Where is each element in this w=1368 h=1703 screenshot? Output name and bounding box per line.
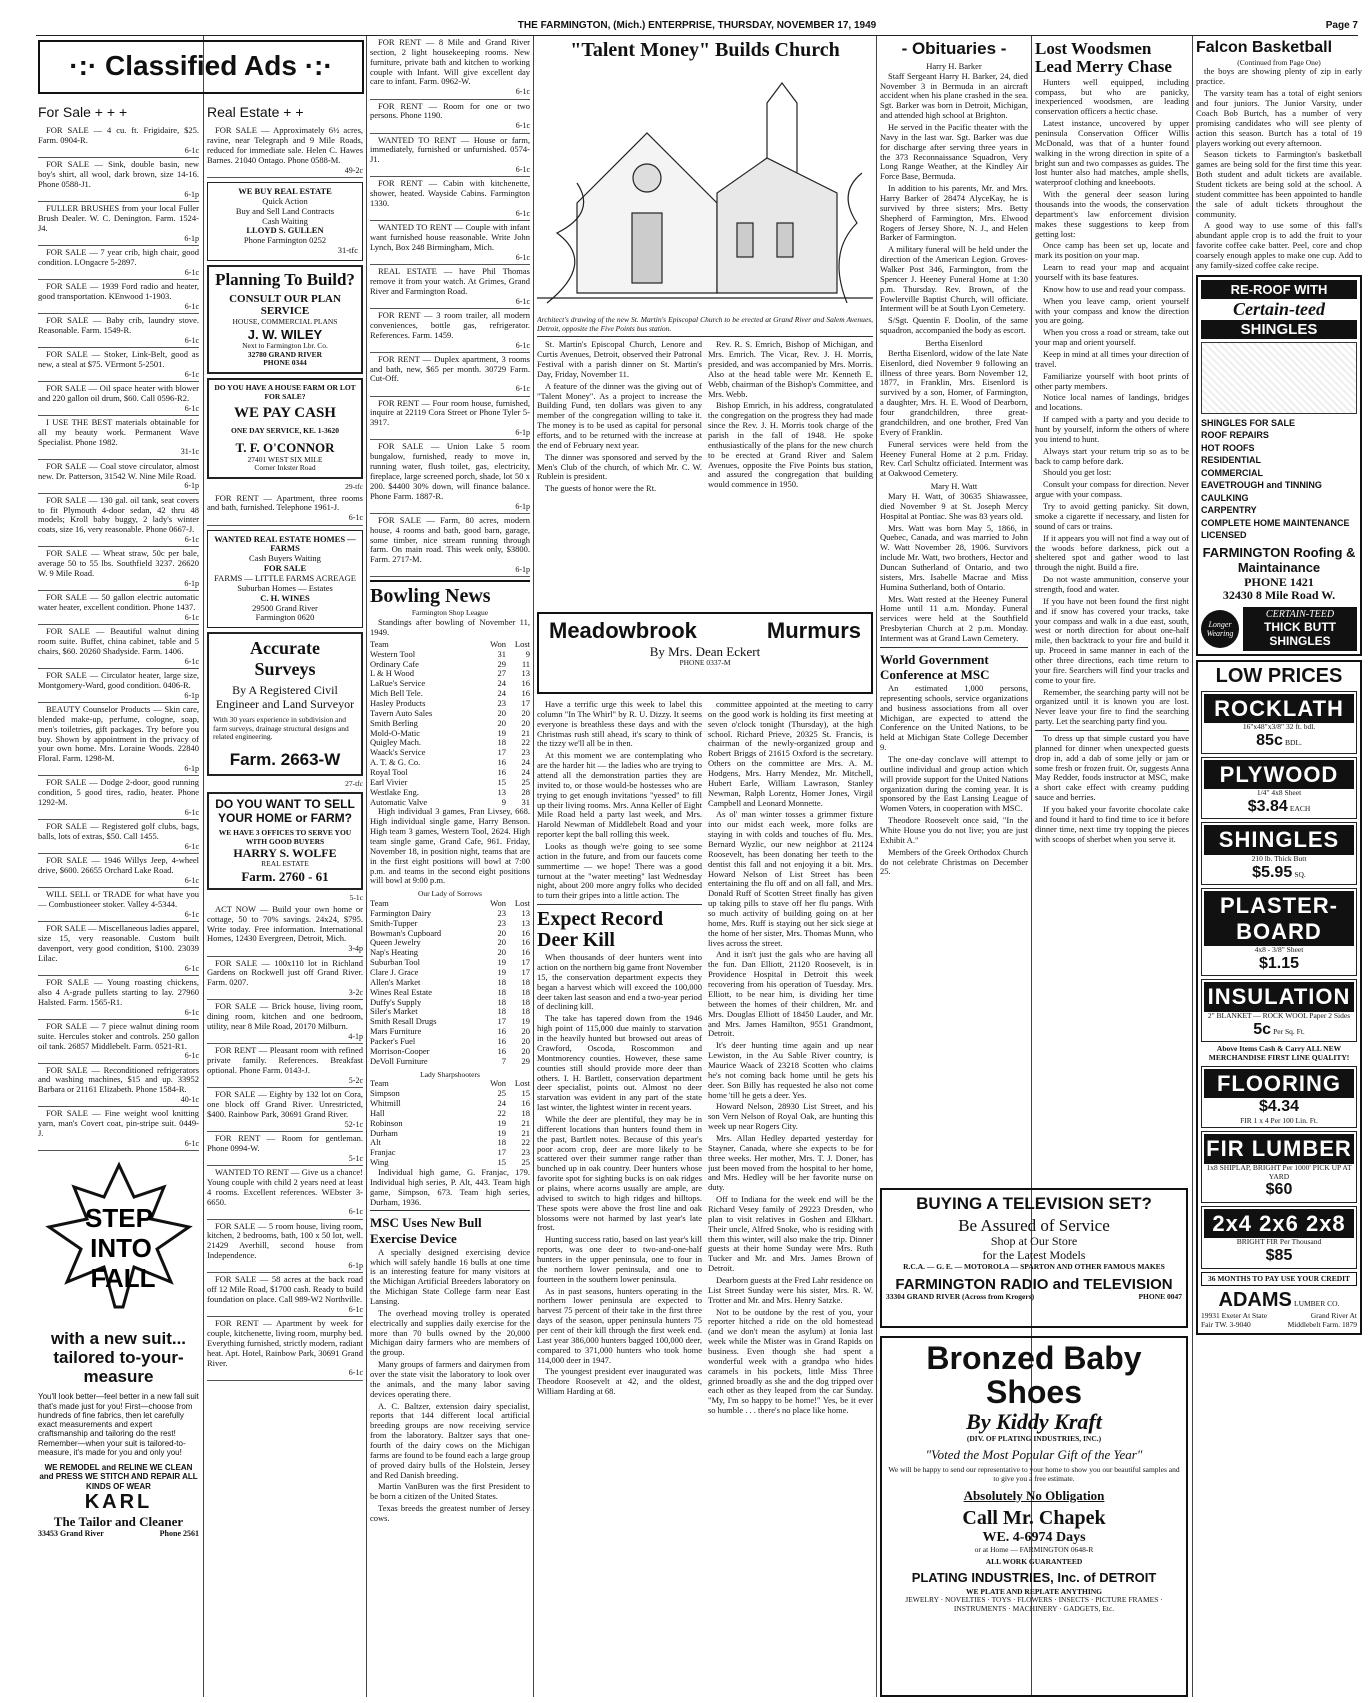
classified-ad: FOR SALE — Union Lake 5 room bungalow, furnished, ready to move in, running water, flush toilet, gas, electricity, fireplace, large screened porch, shade, lot 50 x 200. $4400 30% down, will finance balance. Phone Farm. 1887-R. 6-1p xyxy=(370,440,530,513)
world-gov-paragraph: The one-day conclave will attempt to outline individual and group action which will provide support for the United Nations organization during the coming year. It is sponsored by the East Lansing League of Women Voters, in cooperation with MSC. xyxy=(880,754,1028,814)
woodsmen-title: Lost Woodsmen Lead Merry Chase xyxy=(1035,39,1172,76)
deer-paragraph: When thousands of deer hunters went into action on the northern big game front November 15, the conservation department expects they began a harvest which will exceed the 100,000 deer taken last season and end a two-year period of declining kill. xyxy=(537,952,702,1012)
meadowbrook-paragraph: Not to be outdone by the rest of you, your reporter hitched a ride on the old homestead (and we don't mean the asylum) at Ionia last week while the Mister was in Grand Rapids on business. Even though she had spent a wonderful week with a grandpa who hides caramels in his pockets, little Miss Three grinned broadly as she and the dog tripped over each other as they leaped from the car Sunday. "My, I'm so happy to be home!" Yes, be it ever so humble . . . there's no place like home. xyxy=(708,1306,873,1416)
table-row: Hasley Products 23 17 xyxy=(370,698,530,708)
msc-paragraph: A. C. Baltzer, extension dairy specialist, reports that 144 different local artificial breeding groups are now receiving service from the laboratory. Baltzer says that one-fourth of the dairy cows on the Michigan farms are found to be found each a large group of proved dairy bulls of the Holstein, Jersey and Red Danish breeding. xyxy=(370,1400,530,1480)
classified-ad: FOR SALE — Sink, double basin, new boy's shirt, all wool, dark brown, size 14-16. Phone 0588-J1. 6-1p xyxy=(38,158,199,202)
classified-ad: WANTED TO RENT — Give us a chance! Young couple with child 2 years need at least 4 rooms. Excellent references. WEbster 3-6650. 6-1c xyxy=(207,1166,363,1220)
woodsmen-paragraph: If camped with a party and you decide to hunt by yourself, inform the others of where you intend to hunt. xyxy=(1035,414,1189,444)
classified-ad: FOR SALE — Fine weight wool knitting yarn, man's Covert coat, pin-stripe suit. 0449-J. 6-1c xyxy=(38,1107,199,1151)
woodsmen-paragraph: Learn to read your map and acquaint yourself with its base features. xyxy=(1035,262,1189,283)
step-text: STEP xyxy=(84,1203,153,1234)
meadowbrook-paragraph: Off to Indiana for the week end will be the Richard Vesey family of 29223 Dresden, who plan to visit relatives in Goshen and Elkhart. Their uncle, Alfred Snoke, who is residing with them this winter, will also make the trip. Dinner guests at their home Sunday were Mrs. Ruth Tucker and Mr. and Mrs. James Brown of Detroit. xyxy=(708,1194,873,1274)
church-paragraph: Bishop Emrich, in his address, congratulated the congregation on the progress they had made since the Rev. J. H. Morris took charge of the parish in the fall of 1948. He spoke enthusiastically of the plans for the new church to be erected at Grand River and Salem Avenues, opposite the Five Points bus station, and assured the congregation that building would commence in 1950. xyxy=(708,400,873,490)
roofing-service-item: COMPLETE HOME MAINTENANCE xyxy=(1201,517,1350,528)
sharpshooters-table: Team Won Lost Simpson 25 15 Whitmill 24 16 Hall 22 18 Robinson 19 21 Durham 19 21 Alt 18 22 Franjac 17 23 Wing 15 25 xyxy=(370,1078,530,1168)
classified-ad: I USE THE BEST materials obtainable for all my beauty work. Permanent Wave Specialist. Phone 1982. 31-1c xyxy=(38,416,199,460)
roofing-service-item: SHINGLES FOR SALE xyxy=(1201,418,1296,429)
woodsmen-paragraph: Notice local names of landings, bridges and locations. xyxy=(1035,392,1189,413)
table-row: Allen's Market 18 18 xyxy=(370,976,530,987)
falcon-ads-column: Falcon Basketball (Continued from Page One) the boys are showing plenty of zip in early practice. The varsity team has a total of eight seniors and four juniors. The Junior Varsity, under Coach Bob Burtch, has a number of very promising candidates who will see plenty of action this season. Burtch has a total of 19 players working out every afternoon. Season tickets to Farmington's basketball games are being sold for the first time this year. Both student and adult tickets are available. Student tickets are being sold at the school. A student committee has been appointed to handle the sale of adult tickets throughout the community. A good way to use some of this fall's abundant apple crop is to add the fruit to your favorite coffee cake batter. Peel, core and chop coarsely enough apples to make one cup. Add to any family-sized coffee cake recipe. RE-ROOF WITH Certain-teed SHINGLES SHINGLES FOR SALE ROOF REPAIRS HOT ROOFS RESIDENTIAL COMMERCIAL EAVETROUGH and TINNING CAULKING CARPENTRY COMPLETE HOME MAINTENANCE LICENSED FARMINGTON Roofing & Maintainance PHONE 1421 32430 8 Mile Road W. Longer Wearing CERTAIN-TEED THICK BUTT SHINGLES LOW PRICES ROCKLATH 16"x48"x3/8" 32 ft. bdl. 85c BDL. PLYWOOD 1/4" 4x8 Sheet $3.84 EACH SHINGLES 210 lb. Thick Butt $5.95 SQ. PLASTER-BOARD 4x8 - 3/8" Sheet $1.15 INSULATION 2" BLANKET — ROCK WOOL Paper 2 Sides 5c Per Sq. Ft. Above Items Cash & Carry ALL NEW MERCHANDISE FIRST LINE QUALITY! FLOORING $4.34 FIR 1 x 4 Per 100 Lin. Ft. FIR LUMBER 1x8 SHIPLAP, BRIGHT Per 1000' PICK UP AT YARD $60 2x4 2x6 2x8 BRIGHT FIR Per Thousand $85 36 MONTHS TO PAY USE YOUR CREDIT ADAMS LUMBER CO. 19931 Exeter At State Fair TW. 3-9040 Grand River At Middlebelt Farm. 1879 xyxy=(1196,36,1362,1697)
roofing-service-item: CAULKING xyxy=(1201,492,1249,503)
msc-paragraph: A specially designed exercising device which will safely handle 16 bulls at one time is an interesting feature for many visitors at the Michigan Artificial Breeders laboratory on the Michigan State College farm near East Lansing. xyxy=(370,1246,530,1306)
falcon-paragraph: A good way to use some of this fall's abundant apple crop is to add the fruit to your favorite coffee cake batter. Peel, core and chop coarsely enough apples to make one cup. Add to any family-sized coffee cake recipe. xyxy=(1196,220,1362,270)
classified-ad: FOR SALE — 100x110 lot in Richland Gardens on Rockwell just off Grand River. Farm. 0207. 3-2c xyxy=(207,957,363,1001)
column-rule xyxy=(366,36,367,1697)
msc-paragraph: Martin VanBuren was the first President to be born a citizen of the United States. xyxy=(370,1481,530,1502)
world-gov-title: World Government Conference at MSC xyxy=(880,651,990,682)
msc-title: MSC Uses New Bull Exercise Device xyxy=(370,1215,482,1246)
table-row: Hall 22 18 xyxy=(370,1107,530,1118)
table-row: Western Tool 31 9 xyxy=(370,648,530,659)
two-by-four-price: 2x4 2x6 2x8 BRIGHT FIR Per Thousand $85 xyxy=(1201,1206,1357,1269)
deer-paragraph: While the deer are plentiful, they may be in different locations than hunters found them in the past, Bartlett notes. Because of this year's poor acorn crop, deer are more likely to be scattered over their summer range rather than bunched up in oak country. Deer hunters whose favorite spot for sighting bucks is on oak ridges or plains, where acorns usually are ample, are advised to switch to high ridges and hilltops. These spots were above the frost line and oak blossoms were not harmed by last year's late frost. xyxy=(537,1113,702,1233)
obituary-paragraph: Mrs. Watt rested at the Heeney Funeral Home until 11 a.m. Monday. Funeral services were held at the Southfield Presbyterian Church at 2 p.m. Monday. Interment was at Grand Lawn Cemetery. xyxy=(880,593,1028,643)
church-paragraph: Rev. R. S. Emrich, Bishop of Michigan, and Mrs. Emrich. The Vicar, Rev. J. H. Morris, presided, and was accompanied by Mrs. Morris. Also at the head table were Mr. Kenneth E. Webb, chairman of the Bishop's Committee, and Mrs. Webb. xyxy=(708,339,873,399)
classified-ad: FOR SALE — Miscellaneous ladies apparel, size 15, very reasonable. Custom built davenport, very good condition, $100. 23039 Lilac. 6-1c xyxy=(38,922,199,976)
meadowbrook-paragraph: It's deer hunting time again and up near Lewiston, in the Au Sable River country, is Maurice Waack of 23218 Scotten who claims he's not coming back home until he gets his deer. Son Billy has requested he also not come home 'till he gets a deer. Yes. xyxy=(708,1040,873,1100)
flooring-price: FLOORING $4.34 FIR 1 x 4 Per 100 Lin. Ft. xyxy=(1201,1066,1357,1129)
surveys-box: Accurate Surveys By A Registered Civil Engineer and Land Surveyor With 30 years experience in subdivision and farm surveys, drainage structural designs and related engineering. Farm. 2663-W xyxy=(207,632,363,775)
tv-ad: BUYING A TELEVISION SET? Be Assured of Service Shop at Our Store for the Latest Models R.C.A. — G. E. — MOTOROLA — SPARTON AND OTHER FAMOUS MAKES FARMINGTON RADIO and TELEVISION 33304 GRAND RIVER (Across from Krogers) PHONE 0047 xyxy=(880,1188,1188,1328)
classified-ad: FOR RENT — Pleasant room with refined private family. References. Breakfast optional. Phone Farm. 0143-J. 5-2c xyxy=(207,1044,363,1088)
classified-ad: FOR SALE — Brick house, living room, dining room, kitchen and one bedroom, utility, near 8 Mile Road, 20170 Milburn. 4-1p xyxy=(207,1000,363,1044)
deer-paragraph: Hunting success ratio, based on last year's kill reports, was one deer to two-and-one-half hunters in the upper peninsula, one to four in the northern lower peninsula, and one to fourteen in the southern lower peninsula. xyxy=(537,1234,702,1284)
church-paragraph: A feature of the dinner was the giving out of "Talent Money". As a project to increase the Building Fund, ten dollars was given to any member of the congregation willing to take it. The money is to be used as capital for personal efforts, and to be returned with the increase at the end of February next year. xyxy=(537,380,702,450)
table-row: Durham 19 21 xyxy=(370,1127,530,1138)
rentals-list xyxy=(370,36,530,577)
table-row: DeVoll Furniture 7 29 xyxy=(370,1055,530,1066)
woodsmen-paragraph: If you have not been found the first night and if snow has covered your tracks, take your compass and walk in a due east, south, west or north direction for about one-half mile, then backtrack to your fire and build it up. Proceed in same manner in each of the other three directions, each time return to your fire. Searchers will find your tracks and come to your fire. xyxy=(1035,595,1189,685)
table-row: Earl Vivier 15 25 xyxy=(370,776,530,787)
classified-ad: BEAUTY Counselor Products — Skin care, blended make-up, perfume, cologne, soap, men's toiletries, gift packages. Try before you buy. Shown by appointment in the privacy of your own home. Mrs. Loraine Woods. 22840 Floral. Farm. 1298-M. 6-1p xyxy=(38,703,199,776)
classified-ad: FOR SALE — Circulator heater, large size, Montgomery-Ward, good condition. 0406-R. 6-1p xyxy=(38,669,199,703)
classified-ad: FOR SALE — 7 piece walnut dining room suite. Hercules stoker and controls. 250 gallon oil tank. 26857 Middlebelt. Farm. 0521-R1. 6-1c xyxy=(38,1020,199,1064)
church-illustration xyxy=(537,63,873,313)
falcon-paragraph: The varsity team has a total of eight seniors and four juniors. The Junior Varsity, under Coach Bob Burtch, has a number of very promising candidates who will see plenty of action this season. Burtch has a total of 19 players working out every afternoon. xyxy=(1196,88,1362,148)
church-paragraph: St. Martin's Episcopal Church, Lenore and Curtis Avenues, Detroit, observed their Patronal Festival with a parish dinner on St. Martin's Day, Friday, November 11. xyxy=(537,339,702,379)
classified-ad: FOR SALE — 130 gal. oil tank, seat covers to fit Plymouth 4-door sedan, 42 thru 48 models; Kroll baby buggy, 2 lady's winter coats, size 16, very reasonable. Phone 0667-J. 6-1c xyxy=(38,494,199,548)
lumber-price-item: PLYWOOD 1/4" 4x8 Sheet $3.84 EACH xyxy=(1201,757,1357,820)
real-estate-list-2 xyxy=(207,903,363,1381)
classified-ad: FOR RENT — Room for one or two persons. Phone 1190. 6-1c xyxy=(370,100,530,134)
woodsmen-paragraph: If it appears you will not find a way out of the woods before darkness, pick out a sheltered spot and gather wood to last through the night. Build a fire. xyxy=(1035,532,1189,573)
table-row: Robinson 19 21 xyxy=(370,1117,530,1128)
meadowbrook-paragraph: As ol' man winter tosses a grimmer fixture into our midst each week, more folks are staying in with colds and touches of flu. Mrs. Bernard Wyzlic, our new neighbor at 21124 Roosevelt, has been donating her teeth to the dentist this fall and not enjoying it a bit. Mrs. Howard Nelson of List Street has been entertaining the flu off and on all fall, and Mrs. Donald Ruff of Scotten Street finally has given up taking pills to stave off her flu pangs. With so much activity of building going on at her home, Mrs. Ruff is staying out her sick siege at the home of her sister, Mrs. Thomas Munn, who lives across the street. xyxy=(708,809,873,948)
meadowbrook-byline: By Mrs. Dean Eckert xyxy=(649,643,761,659)
table-row: Mars Furniture 16 20 xyxy=(370,1026,530,1037)
table-row: Franjac 17 23 xyxy=(370,1147,530,1158)
classified-ad: FOR SALE — 50 gallon electric automatic water heater, excellent condition. Phone 1437. 6-1c xyxy=(38,591,199,625)
obituary-paragraph: Mrs. Watt was born May 5, 1866, in Quebec, Canada, and was married to John W. Watt November 28, 1906. Survivors include Mr. Watt, two brothers, Hector and Duncan Sutherland of Ontario, and two sisters, Mrs. Isabelle Macrae and Miss Humina Sutherland, both of Ontario. xyxy=(880,522,1028,592)
real-estate-heading: Real Estate + + xyxy=(207,104,304,120)
classified-ad: FOR RENT — Four room house, furnished, inquire at 22119 Cora Street or Phone Tyler 5-3917. 6-1p xyxy=(370,397,530,441)
woodsmen-column xyxy=(1035,36,1189,1186)
shop-league-table: Team Won Lost Western Tool 31 9 Ordinary Cafe 29 11 L & H Wood 27 13 LaRue's Service 24 16 Mich Bell Tele. 24 16 Hasley Products 23 17 Tavern Auto Sales 20 20 Smith Berling 20 20 Mold-O-Matic 19 21 Quigley Mach. 18 22 Waack's Service 17 23 A. T. & G. Co. 16 24 Royal Tool 16 24 Earl Vivier 15 25 Westlake Eng. 13 28 Automatic Valve 9 31 xyxy=(370,638,530,807)
table-row: Whitmill 24 16 xyxy=(370,1098,530,1109)
table-row: Mold-O-Matic 19 21 xyxy=(370,727,530,738)
classified-ad: WANTED TO RENT — Couple with infant want furnished house reasonable. Write John Lynch, Box 248 Birmingham, Mich. 6-1c xyxy=(370,221,530,265)
table-row: Suburban Tool 19 17 xyxy=(370,957,530,968)
roofing-service-item: RESIDENTIAL xyxy=(1201,455,1262,466)
planning-box: Planning To Build? CONSULT OUR PLAN SERVICE HOUSE, COMMERCIAL PLANS J. W. WILEY Next to Farmington Lbr. Co. 32780 GRAND RIVER PHONE 0344 xyxy=(207,265,363,374)
column-rule xyxy=(876,36,877,1697)
table-row: Packer's Fuel 16 20 xyxy=(370,1036,530,1047)
obituary-paragraph: S/Sgt. Quentin F. Doolin, of the same squadron, accompanied the body as escort. xyxy=(880,315,1028,336)
table-row: L & H Wood 27 13 xyxy=(370,668,530,679)
woodsmen-paragraph: Consult your compass for direction. Never argue with your compass. xyxy=(1035,479,1189,500)
deer-paragraph: The take has tapered down from the 1946 high point of 115,000 due mainly to starvation in the heavily hunted but browsed out areas of Crawford, Oscoda, Roscommon and Montmorency counties. However, these same counties still should provide more deer than others. I. H. Bartlett, conservation department deer specialist, points out. Almost no deer starvation was evident in any part of the state last winter, the lightest winter in recent years. xyxy=(537,1013,702,1113)
real-estate-list xyxy=(207,124,363,178)
roofing-ad: RE-ROOF WITH Certain-teed SHINGLES SHINGLES FOR SALE ROOF REPAIRS HOT ROOFS RESIDENTIAL COMMERCIAL EAVETROUGH and TINNING CAULKING CARPENTRY COMPLETE HOME MAINTENANCE LICENSED FARMINGTON Roofing & Maintainance PHONE 1421 32430 8 Mile Road W. Longer Wearing CERTAIN-TEED THICK BUTT SHINGLES xyxy=(1196,275,1362,656)
table-row: Mich Bell Tele. 24 16 xyxy=(370,688,530,699)
table-row: Tavern Auto Sales 20 20 xyxy=(370,707,530,718)
woodsmen-paragraph: With the general deer season luring thousands into the woods, the conservation department's law enforcement division makes these suggestions to keep from getting lost: xyxy=(1035,189,1189,239)
table-row: Wines Real Estate 18 18 xyxy=(370,986,530,997)
table-row: Westlake Eng. 13 28 xyxy=(370,786,530,797)
deer-title: Expect Record Deer Kill xyxy=(537,908,664,952)
meadowbrook-header xyxy=(537,612,873,694)
meadowbrook-title-left: Meadowbrook xyxy=(549,618,697,643)
filler-paragraph: To dress up that simple custard you have planned for dinner when unexpected guests drop in, add a dab of some jelly or jam or some fresh or frozen fruit. Or, suggests Anna May Redder, foods instructor at MSC, make a short cake effect with creamy pudding sauce and berries. xyxy=(1035,732,1189,803)
woodsmen-paragraph: Know how to use and read your compass. xyxy=(1043,283,1186,294)
roofing-service-item: EAVETROUGH and TINNING xyxy=(1201,480,1322,491)
into-text: INTO xyxy=(89,1233,152,1264)
classified-ad: FULLER BRUSHES from your local Fuller Brush Dealer. W. C. Denington. Farm. 1524-J4. 6-1p xyxy=(38,202,199,246)
woodsmen-paragraph: Latest instance, uncovered by upper peninsula Conservation Officer Willis McDonald, was that of a hunter found walking in the wrong direction in spite of a bright sun and two compasses as guides. The lost hunter also had matches, ample shells, waterproof clothing and kneeboots. xyxy=(1035,118,1189,188)
table-row: Ordinary Cafe 29 11 xyxy=(370,658,530,669)
tailor-ad xyxy=(38,1157,199,1538)
classified-header: ·:· Classified Ads ·:· xyxy=(69,50,333,81)
meadowbrook-paragraph: And it isn't just the gals who are having all the fun. Dan Elliott, 21120 Roosevelt, is in Providence Hospital in Detroit this week recovering from his operation of Tuesday. Mrs. Elliott, to be near him, is dividing her time between the homes of their children, Mr. and Mrs. Douglas Elliott of 18450 Lauder, and Mr. and Mrs. James Hamilton, 9551 Grandmont, Detroit. xyxy=(708,949,873,1039)
classified-ad: FOR SALE — Registered golf clubs, bags, balls, lots of extras, $50. Call 1455. 6-1c xyxy=(38,820,199,854)
meadowbrook-right-column xyxy=(708,700,873,1697)
meadowbrook-paragraph: Looks as though we're going to see some action in the future, and from our faucets come summertime — we hope! There was a good turnout at the "water meeting" last Wednesday night, about 200 more angry folks who decided to turn their gripes into a little action. The xyxy=(537,841,702,901)
table-row: Queen Jewelry 20 16 xyxy=(370,937,530,948)
table-row: Nap's Heating 20 16 xyxy=(370,947,530,958)
table-row: Duffy's Supply 18 18 xyxy=(370,996,530,1007)
filler-paragraph: If you baked your favorite chocolate cake and found it hard to find time to ice it before dinner time, next time try topping the pieces with scoops of sherbet when you serve it. xyxy=(1035,803,1189,844)
for-sale-heading: For Sale + + + xyxy=(38,104,128,120)
table-row: A. T. & G. Co. 16 24 xyxy=(370,757,530,768)
deer-paragraph: The youngest president ever inaugurated was Theodore Roosevelt at 42, and the oldest, William Harding at 68. xyxy=(537,1366,702,1397)
classified-ad: FOR RENT — 3 room trailer, all modern conveniences, bottle gas, refrigerator. References. Farm. 1459. 6-1c xyxy=(370,309,530,353)
we-buy-box: WE BUY REAL ESTATE Quick Action Buy and Sell Land Contracts Cash Waiting LLOYD S. GULLEN Phone Farmington 0252 31-tfc xyxy=(207,182,363,261)
meadowbrook-paragraph: Howard Nelson, 28930 List Street, and his son Vern Nelson of Royal Oak, are hunting this week up near Rogers City. xyxy=(708,1101,873,1132)
table-row: Automatic Valve 9 31 xyxy=(370,796,530,807)
woodsmen-paragraph: Do not waste ammunition, conserve your strength, food and water. xyxy=(1035,574,1189,594)
table-row: Farmington Dairy 23 13 xyxy=(370,907,530,918)
column-rule xyxy=(203,36,204,1697)
falcon-paragraph: the boys are showing plenty of zip in early practice. xyxy=(1196,66,1362,87)
classified-ad: FOR SALE — 4 cu. ft. Frigidaire, $25. Farm. 0904-R. 6-1c xyxy=(38,124,199,158)
classified-ad: FOR RENT — Room for gentleman. Phone 0994-W. 5-1c xyxy=(207,1132,363,1166)
obituary-paragraph: He served in the Pacific theater with the Navy in the last war. Sgt. Barker was due for discharge after serving three years in the 373 Reconnaissance Squadron, Very Long Range Weather, at the Kindley Air Force Base, Bermuda. xyxy=(880,122,1028,182)
church-body-right xyxy=(708,340,873,496)
wolfe-box: DO YOU WANT TO SELL YOUR HOME or FARM? WE HAVE 3 OFFICES TO SERVE YOU WITH GOOD BUYERS HARRY S. WOLFE REAL ESTATE Farm. 2760 - 61 xyxy=(207,792,363,890)
classified-ad: FOR SALE — 58 acres at the back road off 12 Mile Road, $1700 cash. Ready to build foundation on place. Call 989-W2 Northville. 6-1c xyxy=(207,1273,363,1317)
meadowbrook-left-column xyxy=(537,700,702,1697)
roofing-service-item: LICENSED xyxy=(1201,529,1247,540)
column-rule xyxy=(1192,36,1193,1697)
classified-ad: FOR SALE — Stoker, Link-Belt, good as new, a steal at $75. VErmont 5-2501. 6-1c xyxy=(38,348,199,382)
lumber-price-item: ROCKLATH 16"x48"x3/8" 32 ft. bdl. 85c BDL. xyxy=(1201,691,1357,754)
lumber-price-item: INSULATION 2" BLANKET — ROCK WOOL Paper 2 Sides 5c Per Sq. Ft. xyxy=(1201,979,1357,1042)
classified-ad: WILL SELL or TRADE for what have you — Combustioneer stoker. Valley 4-5344. 6-1c xyxy=(38,888,199,922)
classified-ad: FOR RENT — Apartment, three rooms and bath, furnished. Telephone 1961-J. 6-1c xyxy=(207,492,363,526)
msc-body xyxy=(370,1248,530,1524)
classified-ad: FOR SALE — 1939 Ford radio and heater, good transportation. KEnwood 1-1903. 6-1c xyxy=(38,280,199,314)
page-number: Page 7 xyxy=(1325,20,1358,32)
tailor-name: KARL xyxy=(84,1490,153,1513)
woodsmen-paragraph: Should you get lost: xyxy=(1043,467,1112,478)
table-row: Clare J. Grace 19 17 xyxy=(370,967,530,978)
tailor-services: WE REMODEL and RELINE WE CLEAN and PRESS WE STITCH AND REPAIR ALL KINDS OF WEAR xyxy=(39,1463,198,1491)
woodsmen-paragraph: Keep in mind at all times your direction of travel. xyxy=(1035,349,1189,369)
meadowbrook-paragraph: committee appointed at the meeting to carry on the good work is holding its first meeting at seven o'clock tonight (Thursday), at the high school. Richard Prieve, 20325 St. Francis, is chairman of the newly-organized group and Robert Briggs of 21615 Oxford is the secretary. Others on the committee are Mrs. A. M. Hodgens, Mrs. Harry Mendez, Mr. Mitchell, Hubert Earle, William Lawrason, Stanley Newman, Ralph Lorentz, Homer Jones, Virgil Campbell and Leonard Monnette. xyxy=(708,700,873,808)
classified-ad: FOR SALE — Baby crib, laundry stove. Reasonable. Farm. 1549-R. 6-1c xyxy=(38,314,199,348)
meadowbrook-title-right: Murmurs xyxy=(766,618,861,643)
table-row: Smith Resall Drugs 17 19 xyxy=(370,1016,530,1027)
table-row: Morrison-Cooper 16 20 xyxy=(370,1045,530,1056)
obituary-paragraph: Bertha Eisenlord, widow of the late Nate Eisenlord, died November 9 following an illness of three years. Born November 12, 1877, in Franklin, Mrs. Eisenlord is survived by a son, Homer, of Farmington, a daughter, Mrs. H. E. Wood of Dearborn, four grandchildren, three great-grandchildren, and one brother, Fred Van Every of Franklin. xyxy=(880,347,1028,437)
classified-ad: FOR RENT — Cabin with kitchenette, shower, heated. Wayside Cabins. Farmington 1330. 6-1c xyxy=(370,177,530,221)
classified-ad: FOR SALE — Farm, 80 acres, modern house, 4 rooms and bath, good barn, garage, some timber, nice stream running through farm. On main road. This week only, $3800. Farm. 2717-M. 6-1p xyxy=(370,514,530,578)
classified-ad: REAL ESTATE — have Phil Thomas remove it from your watch. At Grimes, Grand River and Farmington Road. 6-1c xyxy=(370,265,530,309)
real-estate-column: Real Estate + + FOR SALE — Approximately 6½ acres, ravine, near Telegraph and 9 Mile Roads, reduced for immediate sale. Helen C. Hawes Barnes. 21040 Ontago. Phone 0588-M. 49-2c WE BUY REAL ESTATE Quick Action Buy and Sell Land Contracts Cash Waiting LLOYD S. GULLEN Phone Farmington 0252 31-tfc Planning To Build? CONSULT OUR PLAN SERVICE HOUSE, COMMERCIAL PLANS J. W. WILEY Next to Farmington Lbr. Co. 32780 GRAND RIVER PHONE 0344 DO YOU HAVE A HOUSE FARM OR LOT FOR SALE? WE PAY CASH ONE DAY SERVICE, KE. 1-3620 T. F. O'CONNOR 27401 WEST SIX MILE Corner Inkster Road 29-tfc FOR RENT — Apartment, three rooms and bath, furnished. Telephone 1961-J. 6-1c WANTED REAL ESTATE HOMES — FARMS Cash Buyers Waiting FOR SALE FARMS — LITTLE FARMS ACREAGE Suburban Homes — Estates C. H. WINES 29500 Grand River Farmington 0620 Accurate Surveys By A Registered Civil Engineer and Land Surveyor With 30 years experience in subdivision and farm surveys, drainage structural designs and related engineering. Farm. 2663-W 27-tfc DO YOU WANT TO SELL YOUR HOME or FARM? WE HAVE 3 OFFICES TO SERVE YOU WITH GOOD BUYERS HARRY S. WOLFE REAL ESTATE Farm. 2760 - 61 5-1c ACT NOW — Build your own home or cottage, 50 to 70% savings. 24x24, $795. Write today. Free information. International Homes, 12430 Evergreen, Detroit, Mich. 3-4p FOR SALE — 100x110 lot in Richland Gardens on Rockwell just off Grand River. Farm. 0207. 3-2c FOR SALE — Brick house, living room, dining room, kitchen and one bedroom, utility, near 8 Mile Road, 20170 Milburn. 4-1p FOR RENT — Pleasant room with refined private family. References. Breakfast optional. Phone Farm. 0143-J. 5-2c FOR SALE — Eighty by 132 lot on Cora, one block off Grand River. Unrestricted, $400. Rainbow Park, 30691 Grand River. 52-1c FOR RENT — Room for gentleman. Phone 0994-W. 5-1c WANTED TO RENT — Give us a chance! Young couple with child 2 years need at least 4 rooms. Excellent references. WEbster 3-6650. 6-1c FOR SALE — 5 room house, living room, kitchen, 2 bedrooms, bath, 100 x 50 lot, well. 21429 Averhill, second house from Independence. 6-1p FOR SALE — 58 acres at the back road off 12 Mile Road, $1700 cash. Ready to build foundation on place. Call 989-W2 Northville. 6-1c FOR RENT — Apartment by week for couple, kitchenette, living room, murphy bed. Everything furnished, strictly modern, radiant heat. Apt. Hotel, Rainbow Park, 30691 Grand River. 6-1c xyxy=(207,100,363,1697)
falcon-paragraph: Season tickets to Farmington's basketball games are being sold for the first time this year. Both student and adult tickets are available. Student tickets are being sold at the school. A student committee has been appointed to handle the sale of adult tickets throughout the community. xyxy=(1196,149,1362,219)
classified-ad: ACT NOW — Build your own home or cottage, 50 to 70% savings. 24x24, $795. Write today. Free information. International Homes, 12430 Evergreen, Detroit, Mich. 3-4p xyxy=(207,903,363,957)
meadowbrook-paragraph: Have a terrific urge this week to label this column "In The Whirl" by R. U. Dizzy. It seems everyone is breathless these days and with the Christmas rush still ahead, it's scary to think of the tizzy we'll all be in then. xyxy=(537,700,702,749)
for-sale-column xyxy=(38,100,199,1697)
classified-ad: FOR RENT — Apartment by week for couple, kitchenette, living room, murphy bed. Everything furnished, strictly modern, radiant heat. Apt. Hotel, Rainbow Park, 30691 Grand River. 6-1c xyxy=(207,1317,363,1381)
meadowbrook-paragraph: At this moment we are contemplating who are the harder hit — the ladies who are trying to attend all the demonstration parties they are invited to, or those would-be hostesses who are trying to get enough invitations "yessed" to fill up their living rooms. Mrs. Anna Keller of Eight Mile Road held a party last week, and Mrs. Harold Newman of Middlebelt Road and your reporter kept the ball rolling this week. xyxy=(537,750,702,840)
msc-paragraph: The overhead moving trolley is operated electrically and supplies daily exercise for the more than 70 bulls owned by the 20,000 Michigan dairy farmers who are members of the group. xyxy=(370,1307,530,1358)
classified-ad: FOR SALE — 5 room house, living room, kitchen, 2 bedrooms, bath, 100 x 50 lot, well. 21429 Averhill, second house from Independence. 6-1p xyxy=(207,1220,363,1274)
column-rule xyxy=(533,36,534,1697)
tailor-body: You'll look better—feel better in a new fall suit that's made just for you! First—choose from hundreds of fine fabrics, then let carefully exact measurements and expert craftsmanship and tailoring do the rest! Remember—when your suit is tailored-to-measure, it's made for you and only you! xyxy=(38,1392,199,1457)
masthead xyxy=(36,10,1358,36)
bowling-title: Bowling News xyxy=(370,585,491,608)
table-row: Wing 15 25 xyxy=(370,1157,530,1168)
wines-box: WANTED REAL ESTATE HOMES — FARMS Cash Buyers Waiting FOR SALE FARMS — LITTLE FARMS ACREAGE Suburban Homes — Estates C. H. WINES 29500 Grand River Farmington 0620 xyxy=(207,530,363,629)
longer-wearing-badge: Longer Wearing xyxy=(1201,610,1239,648)
classified-ad: FOR SALE — Approximately 6½ acres, ravine, near Telegraph and 9 Mile Roads, reduced for immediate sale. Helen C. Hawes Barnes. 21040 Ontago. Phone 0588-M. 49-2c xyxy=(207,124,363,178)
table-row: Simpson 25 15 xyxy=(370,1088,530,1099)
table-row: Smith-Tupper 23 13 xyxy=(370,917,530,928)
sorrows-table: Team Won Lost Farmington Dairy 23 13 Smith-Tupper 23 13 Bowman's Cupboard 20 16 Queen Jewelry 20 16 Nap's Heating 20 16 Suburban Tool 19 17 Clare J. Grace 19 17 Allen's Market 18 18 Wines Real Estate 18 18 Duffy's Supply 18 18 Siler's Market 18 18 Smith Resall Drugs 17 19 Mars Furniture 16 20 Packer's Fuel 16 20 Morrison-Cooper 16 20 DeVoll Furniture 7 29 xyxy=(370,898,530,1066)
msc-paragraph: Texas breeds the greatest number of Jersey cows. xyxy=(370,1503,530,1523)
classified-ad: FOR SALE — 7 year crib, high chair, good condition. LOngacre 5-2897. 6-1c xyxy=(38,246,199,280)
table-row: Royal Tool 16 24 xyxy=(370,767,530,778)
church-paragraph: The guests of honor were the Rt. xyxy=(545,483,657,494)
tailor-sub: The Tailor and Cleaner xyxy=(53,1514,184,1530)
table-row: Siler's Market 18 18 xyxy=(370,1006,530,1017)
roofing-service-item: HOT ROOFS xyxy=(1201,442,1255,453)
meadowbrook-paragraph: Dearborn guests at the Fred Lahr residence on List Street Sunday were his sister, Mrs. R. W. Trotter and Mr. and Mrs. Henry Satzke. xyxy=(708,1274,873,1305)
table-row: Quigley Mach. 18 22 xyxy=(370,737,530,748)
falcon-title: Falcon Basketball xyxy=(1196,39,1333,56)
classified-header-box xyxy=(38,40,364,94)
table-row: Smith Berling 20 20 xyxy=(370,717,530,728)
fir-lumber-price: FIR LUMBER 1x8 SHIPLAP, BRIGHT Per 1000' PICK UP AT YARD $60 xyxy=(1201,1131,1357,1202)
classified-ad: FOR RENT — Duplex apartment, 3 rooms and bath, new, $65 per month. 30729 Farm. Cut-Off. 6-1c xyxy=(370,353,530,397)
table-row: Bowman's Cupboard 20 16 xyxy=(370,927,530,938)
classified-ad: FOR SALE — Reconditioned refrigerators and washing machines, $15 and up. 33952 Barbara or 21161 Elizabeth. Phone 1584-R. 40-1c xyxy=(38,1064,199,1108)
woodsmen-paragraph: Once camp has been set up, locate and mark its position on your map. xyxy=(1035,240,1189,261)
deer-paragraph: As in past seasons, hunters operating in the northern lower peninsula are expected to harvest 75 percent of their take in the first three days of the season, upper peninsula hunters 75 per cent of their kill through the first week end. Last year 386,000 hunters bagged 100,000 deer, compared to 371,000 hunters who took home 114,000 deer in 1947. xyxy=(537,1285,702,1365)
msc-paragraph: Many groups of farmers and dairymen from over the state visit the laboratory to look over the animals, and the many labor saving devices operating there. xyxy=(370,1359,530,1399)
classified-ad: FOR SALE — Oil space heater with blower and 220 gallon oil drum, $60. Call 0596-R2. 6-1c xyxy=(38,382,199,416)
lumber-price-item: SHINGLES 210 lb. Thick Butt $5.95 SQ. xyxy=(1201,822,1357,885)
rentals-bowling-column: FOR RENT — 8 Mile and Grand River section, 2 light housekeeping rooms. New furniture, private bath and kitchen to working couple with Infant. Will give excellent day care to infant. Farm. 0962-W. 6-1c FOR RENT — Room for one or two persons. Phone 1190. 6-1c WANTED TO RENT — House or farm, immediately, furnished or unfurnished. 0574-J1. 6-1c FOR RENT — Cabin with kitchenette, shower, heated. Wayside Cabins. Farmington 1330. 6-1c WANTED TO RENT — Couple with infant want furnished house reasonable. Write John Lynch, Box 248 Birmingham, Mich. 6-1c REAL ESTATE — have Phil Thomas remove it from your watch. At Grimes, Grand River and Farmington Road. 6-1c FOR RENT — 3 room trailer, all modern conveniences, bottle gas, refrigerator. References. Farm. 1459. 6-1c FOR RENT — Duplex apartment, 3 rooms and bath, new, $65 per month. 30729 Farm. Cut-Off. 6-1c FOR RENT — Four room house, furnished, inquire at 22119 Cora Street or Phone Tyler 5-3917. 6-1p FOR SALE — Union Lake 5 room bungalow, furnished, ready to move in, running water, flush toilet, gas, electricity, fireplace, large screened porch, shade, lot 50 x 200. $4400 30% down, will finance balance. Phone Farm. 1887-R. 6-1p FOR SALE — Farm, 80 acres, modern house, 4 rooms and bath, good barn, garage, some timber, nice stream running through farm. On main road. This week only, $3800. Farm. 2717-M. 6-1p Bowling News Farmington Shop League Standings after bowling of November 11, 1949. Team Won Lost Western Tool 31 9 Ordinary Cafe 29 11 L & H Wood 27 13 LaRue's Service 24 16 Mich Bell Tele. 24 16 Hasley Products 23 17 Tavern Auto Sales 20 20 Smith Berling 20 20 Mold-O-Matic 19 21 Quigley Mach. 18 22 Waack's Service 17 23 A. T. & G. Co. 16 24 Royal Tool 16 24 Earl Vivier 15 25 Westlake Eng. 13 28 Automatic Valve 9 31 High individual 3 games, Fran Livsey, 668. High individual single game, Harry Benson. High team 3 games, Western Tool, 2624. High team single game, Grand Cafe, 961. Friday, November 18, in position night, teams that are in the first eight positions will bowl at 7:00 p.m. and teams in the second eight positions will bowl at 9:00 p.m. Our Lady of Sorrows Team Won Lost Farmington Dairy 23 13 Smith-Tupper 23 13 Bowman's Cupboard 20 16 Queen Jewelry 20 16 Nap's Heating 20 16 Suburban Tool 19 17 Clare J. Grace 19 17 Allen's Market 18 18 Wines Real Estate 18 18 Duffy's Supply 18 18 Siler's Market 18 18 Smith Resall Drugs 17 19 Mars Furniture 16 20 Packer's Fuel 16 20 Morrison-Cooper 16 20 DeVoll Furniture 7 29 Lady Sharpshooters Team Won Lost Simpson 25 15 Whitmill 24 16 Hall 22 18 Robinson 19 21 Durham 19 21 Alt 18 22 Franjac 17 23 Wing 15 25 Individual high game, G. Franjac, 179. Individual high series, P. Alt, 443. Team high game, Simpson, 673. Team high series, Durham, 1936. MSC Uses New Bull Exercise Device A specially designed exercising device which will safely handle 16 bulls at one time is an interesting feature for many visitors at the Michigan Artificial Breeders laboratory on the Michigan State College farm near East Lansing. The overhead moving trolley is operated electrically and supplies daily exercise for the more than 70 bulls owned by the 20,000 Michigan dairy farmers who are members of the group. Many groups of farmers and dairymen from over the state visit the laboratory to look over the animals, and the many labor saving devices operating there. A. C. Baltzer, extension dairy specialist, reports that 144 different local artificial breeding groups are now receiving service from the laboratory. Baltzer says that one-fourth of the dairy cows on the Michigan farms are found to be found each a large group of proved dairy bulls of the Holstein, Jersey and Red Danish breeding. Martin VanBuren was the first President to be born a citizen of the United States. Texas breeds the greatest number of Jersey cows. xyxy=(370,37,530,1523)
obituaries-column: - Obituaries - Harry H. Barker Staff Sergeant Harry H. Barker, 24, died November 3 in Bermuda in an aircraft accident when his plane crashed in the sea. Sgt. Barker was born in Detroit, Michigan, and attended high school at Brighton. He served in the Pacific theater with the Navy in the last war. Sgt. Barker was due for discharge after serving three years in the 373 Reconnaissance Squadron, Very Long Range Weather, at the Kindley Air Force Base, Bermuda. In addition to his parents, Mr. and Mrs. Harry Barker of 28474 AlyceKay, he is survived by three sisters; Mrs. Betty Shepherd of Farmington, Mrs. Elwood Rogers of Jersey Shore, N. J., and Helen Barker of Farmington. A military funeral will be held under the direction of the American Legion. Groves-Walker Post 346, Farmington, from the Spencer J. Heeney Funeral Home at 1:30 p.m. Thursday. Rev. Brown, of the Fowlerville Baptist Church, will officiate. Interment will be at South Lyon Cemetery. S/Sgt. Quentin F. Doolin, of the same squadron, accompanied the body as escort. Bertha Eisenlord Bertha Eisenlord, widow of the late Nate Eisenlord, died November 9 following an illness of three years. Born November 12, 1877, in Franklin, Mrs. Eisenlord is survived by a son, Homer, of Farmington, a daughter, Mrs. H. E. Wood of Dearborn, four grandchildren, three great-grandchildren, and one brother, Fred Van Every of Franklin. Funeral services were held from the Heeney Funeral Home at 2 p.m. Friday. Rev. Carl Schultz officiated. Interment was at Oakwood Cemetery. Mary H. Watt Mary H. Watt, of 30635 Shiawassee, died November 9 at St. Joseph Mercy Hospital at Pontiac. She was 83 years old. Mrs. Watt was born May 5, 1866, in Quebec, Canada, and was married to John W. Watt November 28, 1906. Survivors include Mr. Watt, two brothers, Hector and Duncan Sutherland of Ontario, and two sisters, Mrs. Isabelle Macrae and Miss Humina Sutherland, both of Ontario. Mrs. Watt rested at the Heeney Funeral Home until 11 a.m. Monday. Funeral services were held at the Southfield Presbyterian Church at 2 p.m. Monday. Interment was at Grand Lawn Cemetery. World Government Conference at MSC An estimated 1,000 persons, representing schools, service organizations and business associations from all over Michigan, are expected to attend the Conference on the United Nations, to be held at Michigan State College December 9. The one-day conclave will attempt to outline individual and group action which will provide support for the United Nations organization during the coming year. It is sponsored by the East Lansing League of Women Voters, in cooperation with MSC. Theodore Roosevelt once said, "In the White House you do not live; you are just Exhibit A." Members of the Greek Orthodox Church do not celebrate Christmas on December 25. xyxy=(880,39,1028,877)
fall-text: FALL xyxy=(90,1263,155,1294)
classified-ad: FOR SALE — 1946 Willys Jeep, 4-wheel drive, $600. 26655 Orchard Lake Road. 6-1c xyxy=(38,854,199,888)
masthead-title: THE FARMINGTON, (Mich.) ENTERPRISE, THURSDAY, NOVEMBER 17, 1949 xyxy=(517,20,877,32)
classified-ad: FOR SALE — Dodge 2-door, good running condition, 5 good tires, radio, heater. Phone 1292-M. 6-1c xyxy=(38,776,199,820)
baby-shoes-ad: Bronzed Baby Shoes By Kiddy Kraft (DIV. OF PLATING INDUSTRIES, INC.) "Voted the Most Popular Gift of the Year" We will be happy to send our representative to your home to show you our beautiful samples and to give you a free estimate. Absolutely No Obligation Call Mr. Chapek WE. 4-6974 Days or at Home — FARMINGTON 0648-R ALL WORK GUARANTEED PLATING INDUSTRIES, Inc. of DETROIT WE PLATE AND REPLATE ANYTHING JEWELRY · NOVELTIES · TOYS · FLOWERS · INSECTS · PICTURE FRAMES · INSTRUMENTS · MACHINERY · GADGETS, Etc. xyxy=(880,1336,1188,1697)
classified-ad: FOR SALE — Wheat straw, 50c per bale, average 50 to 55 lbs. Southfield 3237. 26620 W. 9 Mile Road. 6-1p xyxy=(38,547,199,591)
lumber-ad: LOW PRICES ROCKLATH 16"x48"x3/8" 32 ft. bdl. 85c BDL. PLYWOOD 1/4" 4x8 Sheet $3.84 EACH SHINGLES 210 lb. Thick Butt $5.95 SQ. PLASTER-BOARD 4x8 - 3/8" Sheet $1.15 INSULATION 2" BLANKET — ROCK WOOL Paper 2 Sides 5c Per Sq. Ft. Above Items Cash & Carry ALL NEW MERCHANDISE FIRST LINE QUALITY! FLOORING $4.34 FIR 1 x 4 Per 100 Lin. Ft. FIR LUMBER 1x8 SHIPLAP, BRIGHT Per 1000' PICK UP AT YARD $60 2x4 2x6 2x8 BRIGHT FIR Per Thousand $85 36 MONTHS TO PAY USE YOUR CREDIT ADAMS LUMBER CO. 19931 Exeter At State Fair TW. 3-9040 Grand River At Middlebelt Farm. 1879 xyxy=(1196,660,1362,1335)
woodsmen-paragraph: Familiarize yourself with boot prints of other party members. xyxy=(1035,370,1189,391)
tailor-subhead: with a new suit... tailored to-your-measure xyxy=(50,1329,187,1386)
obituary-paragraph: In addition to his parents, Mr. and Mrs. Harry Barker of 28474 AlyceKay, he is survived by three sisters; Mrs. Betty Shepherd of Farmington, Mrs. Elwood Rogers of Jersey Shore, N. J., and Helen Barker of Farmington. xyxy=(880,183,1028,243)
obituary-paragraph: A military funeral will be held under the direction of the American Legion. Groves-Walker Post 346, Farmington, from the Spencer J. Heeney Funeral Home at 1:30 p.m. Thursday. Rev. Brown, of the Fowlerville Baptist Church, will officiate. Interment will be at South Lyon Cemetery. xyxy=(880,244,1028,314)
maple-leaf-illustration xyxy=(39,1157,199,1327)
roofing-services xyxy=(1201,417,1357,541)
obituary-paragraph: Staff Sergeant Harry H. Barker, 24, died November 3 in Bermuda in an aircraft accident when his plane crashed in the sea. Sgt. Barker was born in Detroit, Michigan, and attended high school at Brighton. xyxy=(880,70,1028,121)
world-gov-paragraph: Theodore Roosevelt once said, "In the White House you do not live; you are just Exhibit A." xyxy=(880,815,1028,845)
church-story xyxy=(537,36,873,546)
obituaries-title: - Obituaries - xyxy=(901,39,1007,58)
classified-ad: FOR SALE — Beautiful walnut dining room suite. Buffet, china cabinet, table and 5 chairs, $60. 20260 Shadyside. Farm. 1406. 6-1c xyxy=(38,625,199,669)
table-row: Waack's Service 17 23 xyxy=(370,747,530,758)
roof-illustration xyxy=(1201,342,1357,414)
lumber-price-item: PLASTER-BOARD 4x8 - 3/8" Sheet $1.15 xyxy=(1201,888,1357,976)
meadowbrook-paragraph: Mrs. Allan Hedley departed yesterday for Stayner, Canada, where she expects to be for three weeks. Her mother, Mrs. T. J. Doner, has just been moved from the hospital to her home, and Mrs. Hedley will be her favorite nurse on duty. xyxy=(708,1132,873,1193)
church-paragraph: The dinner was sponsored and served by the Men's Club of the church, of which Mr. C. W. Rublein is president. xyxy=(537,451,702,482)
meadowbrook-phone: PHONE 0337-M xyxy=(679,657,731,667)
world-gov-paragraph: Members of the Greek Orthodox Church do not celebrate Christmas on December 25. xyxy=(880,846,1028,877)
obituary-paragraph: Mary H. Watt, of 30635 Shiawassee, died November 9 at St. Joseph Mercy Hospital at Pontiac. She was 83 years old. xyxy=(880,490,1028,521)
roofing-service-item: CARPENTRY xyxy=(1201,505,1257,516)
for-sale-list xyxy=(38,124,199,1151)
classified-ad: FOR SALE — Young roasting chickens, also 4 A-grade pullets starting to lay. 27960 Halsted. Farm. 1565-R1. 6-1c xyxy=(38,976,199,1020)
church-title: "Talent Money" Builds Church xyxy=(570,39,840,61)
table-row: Alt 18 22 xyxy=(370,1137,530,1148)
pay-cash-box: DO YOU HAVE A HOUSE FARM OR LOT FOR SALE? WE PAY CASH ONE DAY SERVICE, KE. 1-3620 T. F. O'CONNOR 27401 WEST SIX MILE Corner Inkster Road xyxy=(207,378,363,479)
church-caption: Architect's drawing of the new St. Martin's Episcopal Church to be erected at Grand River and Salem Avenues, Detroit, opposite the Five Points bus station. xyxy=(537,314,873,333)
roofing-service-item: COMMERCIAL xyxy=(1201,467,1263,478)
classified-ad: FOR SALE — Eighty by 132 lot on Cora, one block off Grand River. Unrestricted, $400. Rainbow Park, 30691 Grand River. 52-1c xyxy=(207,1088,363,1132)
classified-ad: FOR SALE — Coal stove circulator, almost new. Dr. Patterson, 31542 W. Nine Mile Road. 6-1p xyxy=(38,460,199,494)
woodsmen-paragraph: Always start your return trip so as to be back to camp before dark. xyxy=(1035,445,1189,466)
woodsmen-paragraph: When you cross a road or stream, take out your map and orient yourself. xyxy=(1035,327,1189,348)
classified-ad: FOR RENT — 8 Mile and Grand River section, 2 light housekeeping rooms. New furniture, private bath and kitchen to working couple with Infant. Will give excellent day care to infant. Farm. 0962-W. 6-1c xyxy=(370,36,530,100)
church-body-left xyxy=(537,340,702,496)
classified-ad: WANTED TO RENT — House or farm, immediately, furnished or unfurnished. 0574-J1. 6-1c xyxy=(370,134,530,178)
roofing-service-item: ROOF REPAIRS xyxy=(1201,430,1269,441)
woodsmen-paragraph: Try to avoid getting panicky. Sit down, smoke a cigarette if necessary, and listen for sound of cars or trains. xyxy=(1035,501,1189,531)
tailor-contact: 33453 Grand River Phone 2561 xyxy=(38,1529,199,1539)
woodsmen-paragraph: Hunters well equipped, including compass, but who are panicky, inexperienced woodsmen, are leading conservation officers a hectic chase. xyxy=(1035,76,1189,117)
woodsmen-paragraph: Remember, the searching party will not be organized until it is known you are lost. Never leave your fire to find the searching party. Let the searching party find you. xyxy=(1035,686,1189,727)
woodsmen-paragraph: When you leave camp, orient yourself with your compass and know the direction you are going. xyxy=(1035,295,1189,326)
obituary-paragraph: Funeral services were held from the Heeney Funeral Home at 2 p.m. Friday. Rev. Carl Schultz officiated. Interment was at Oakwood Cemetery. xyxy=(880,438,1028,479)
world-gov-paragraph: An estimated 1,000 persons, representing schools, service organizations and business associations from all over Michigan, are expected to attend the Conference on the United Nations, to be held at Michigan State College December 9. xyxy=(880,682,1028,753)
table-row: LaRue's Service 24 16 xyxy=(370,678,530,689)
